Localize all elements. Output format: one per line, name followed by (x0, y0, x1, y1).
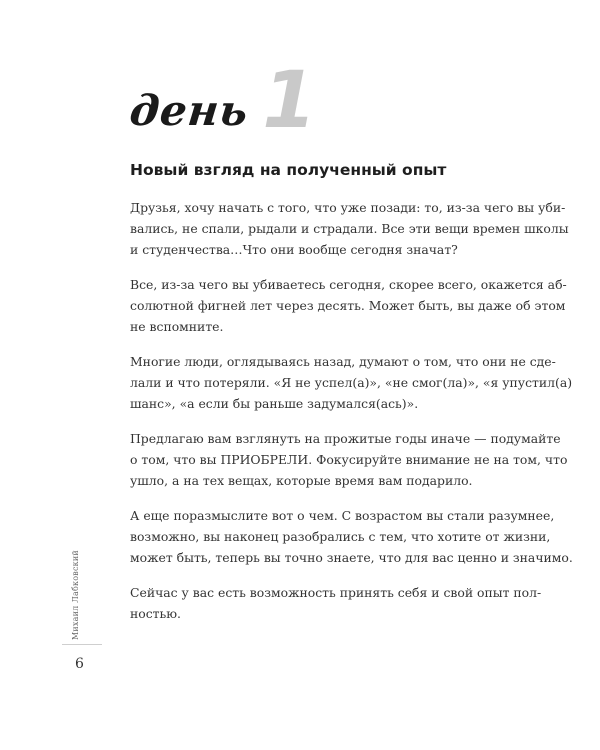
text-line: Многие люди, оглядываясь назад, думают о том, что они не сде- (130, 354, 556, 369)
text-line: и студенчества…Что они вообще сегодня значат? (130, 242, 458, 257)
text-line: А еще поразмыслите вот о чем. С возрастом вы стали разумнее, (130, 508, 555, 523)
text-line: лали и что потеряли. «Я не успел(а)», «не смог(ла)», «я упустил(а) (130, 375, 573, 390)
running-author-name: Михаил Лабковский (71, 550, 80, 640)
text-line: солютной фигней лет через десять. Может быть, вы даже об этом (130, 298, 566, 313)
paragraph (130, 505, 573, 568)
body-text (130, 197, 573, 638)
text-line: Сейчас у вас есть возможность принять себя и свой опыт пол- (130, 585, 542, 600)
section-title: Новый взгляд на полученный опыт (130, 161, 447, 179)
text-line: Друзья, хочу начать с того, что уже позади: то, из-за чего вы уби- (130, 200, 566, 215)
paragraph (130, 428, 568, 491)
text-line: не вспомните. (130, 319, 224, 334)
paragraph (130, 197, 569, 260)
text-line: о том, что вы ПРИОБРЕЛИ. Фокусируйте внимание не на том, что (130, 452, 568, 467)
chapter-day-word: день (127, 86, 251, 135)
text-line: может быть, теперь вы точно знаете, что для вас ценно и значимо. (130, 550, 573, 565)
text-line: Все, из-за чего вы убиваетесь сегодня, скорее всего, окажется аб- (130, 277, 567, 292)
text-line: вались, не спали, рыдали и страдали. Все эти вещи времен школы (130, 221, 569, 236)
text-line: возможно, вы наконец разобрались с тем, что хотите от жизни, (130, 529, 551, 544)
paragraph (130, 582, 542, 624)
page-number: 6 (75, 656, 84, 672)
paragraph (130, 274, 567, 337)
footer-divider (62, 644, 102, 645)
text-line: шанс», «а если бы раньше задумался(ась)». (130, 396, 419, 411)
text-line: ностью. (130, 606, 181, 621)
paragraph (130, 351, 573, 414)
chapter-heading (127, 56, 317, 146)
chapter-day-number: 1 (262, 56, 317, 146)
text-line: ушло, а на тех вещах, которые время вам подарило. (130, 473, 473, 488)
text-line: Предлагаю вам взглянуть на прожитые годы иначе — подумайте (130, 431, 561, 446)
